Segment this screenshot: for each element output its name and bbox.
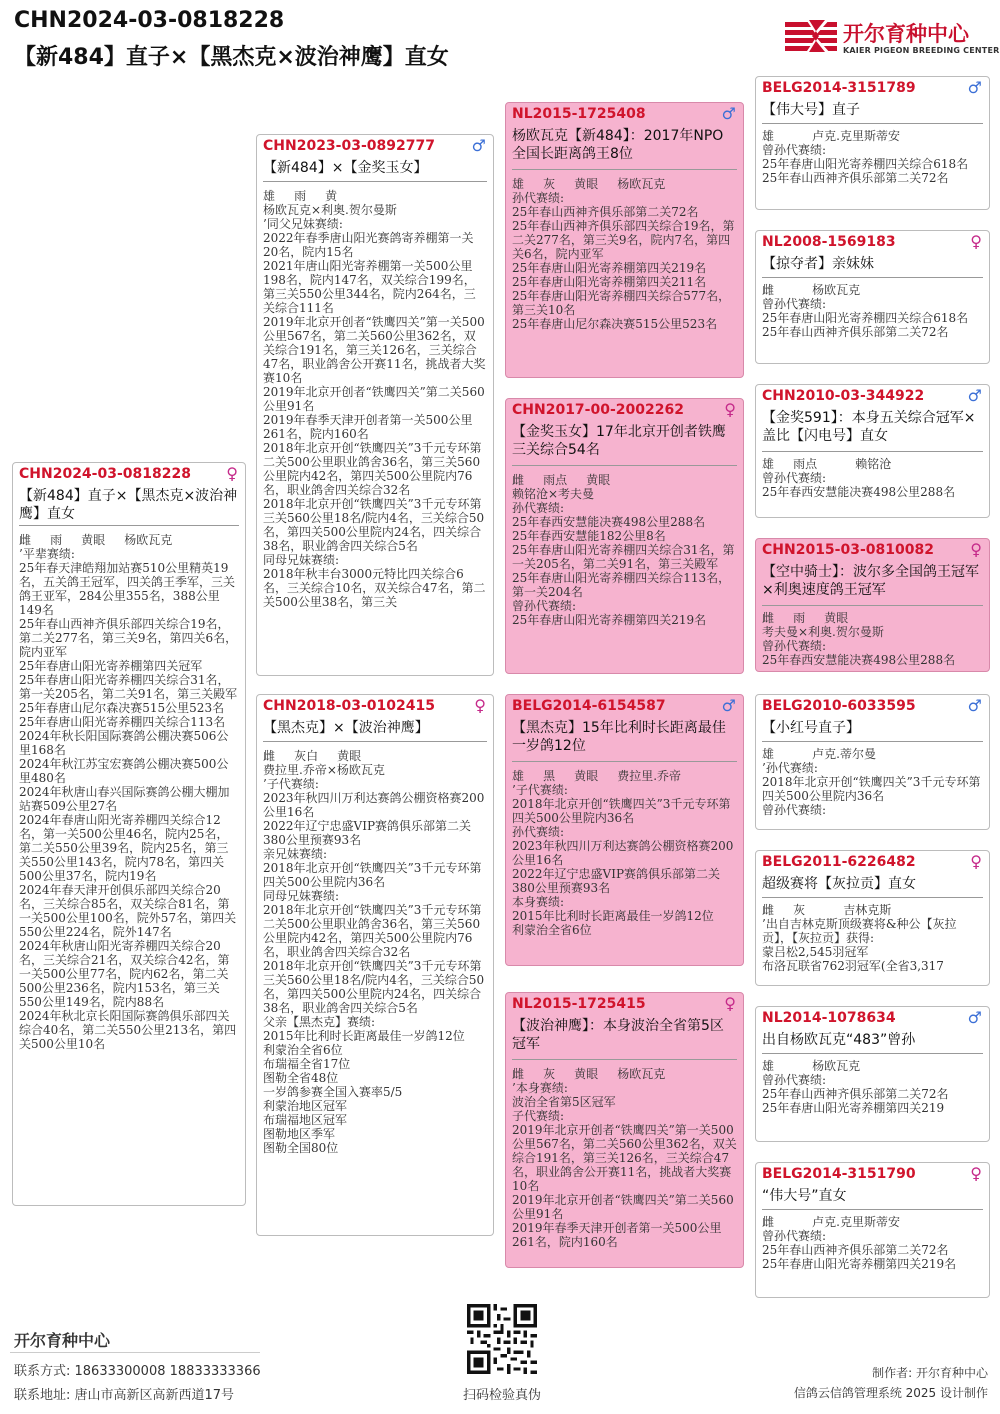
ring-number: CHN2017-00-2002262: [512, 402, 684, 418]
card-body: [512, 1067, 737, 1263]
record-line: 2018年北京开创“铁鹰四关”3千元专环第二关500公里职业鸽舍36名，第三关560公里院内42名，第四关500公里院内76名，职业鸽舍四关综合32名: [263, 441, 482, 497]
bird-name: 【新484】×【金奖玉女】: [263, 160, 428, 176]
ring-number: BELG2014-3151790: [762, 1166, 916, 1182]
pedigree-card-ggen-3[interactable]: [755, 384, 990, 518]
record-line: 2018年北京开创“铁鹰四关”3千元专环第四关500公里院内36名: [263, 861, 482, 889]
record-line: 2024年秋江苏宝宏赛鸽公棚决赛500公里480名: [19, 757, 229, 785]
record-line: 25年春唐山阳光寄养棚第四关211名: [512, 275, 707, 289]
record-line: 25年春西安慧能182公里8名: [512, 529, 666, 543]
card-body: [263, 189, 487, 671]
record-line: ’子代赛绩:: [512, 783, 568, 797]
logo-en-name: KAIER PIGEON BREEDING CENTER: [843, 46, 1000, 55]
bird-name: 【小红号直子】: [762, 720, 860, 736]
record-line: 2024年秋北京长阳国际赛鸽俱乐部四关综合40名，第二关550公里213名，第四关500公里10名: [19, 1009, 237, 1051]
card-body: [512, 177, 737, 373]
card-body: [512, 473, 737, 669]
record-line: 2018年北京开创“铁鹰四关”3千元专环第三关560公里18名/院内4名，三关综合50名，第四关500公里院内24名，四关综合38名，职业鸽舍四关综合5名: [263, 497, 485, 553]
footer-contact: 联系方式: 18633300008 18833333366: [14, 1364, 261, 1379]
record-line: 2022年辽宁忠盛VIP赛鸽俱乐部第二关380公里预赛93名: [263, 819, 472, 847]
bird-name: 【黑杰克】15年比利时长距离最佳一岁鸽12位: [512, 720, 726, 754]
record-line: 曾孙代赛绩:: [762, 1229, 827, 1243]
female-icon: ♀: [474, 696, 486, 715]
record-line: 费拉里.乔帝×杨欧瓦克: [263, 763, 385, 777]
bird-name: 【波治神鹰】：本身波治全省第5区冠军: [512, 1018, 724, 1052]
record-line: 25年春山西神齐俱乐部四关综合19名，第二关277名，第三关9名，第四关6名，院内亚军: [19, 617, 238, 659]
record-line: 图勒全省48位: [263, 1071, 339, 1085]
bird-desc: 雄 黑 黄眼 费拉里.乔帝: [512, 769, 682, 783]
male-icon: ♂: [967, 78, 982, 97]
record-line: 2019年春季天津开创者第一关500公里261名，院内160名: [263, 413, 473, 441]
record-line: 2019年北京开创者“铁鹰四关”第一关500公里567名，第二关560公里362名，双关综合191名，第三关126名，三关综合47名，职业鸽舍公开赛11名，挑战者大奖赛10名: [512, 1123, 737, 1193]
record-line: 2024年春天津开创俱乐部四关综合20名，三关综合85名，双关综合81名，第一关500公里100名，院外57名，第四关550公里224名，院外147名: [19, 883, 237, 939]
record-line: 同母兄妹赛绩:: [263, 889, 340, 903]
pedigree-header-title: 【新484】直子×【黑杰克×波治神鹰】直女: [14, 45, 449, 70]
record-line: 25年春唐山阳光寄养棚第四关219名: [512, 261, 707, 275]
record-line: 2022年辽宁忠盛VIP赛鸽俱乐部第二关380公里预赛93名: [512, 867, 721, 895]
card-body: [762, 747, 983, 825]
male-icon: ♂: [967, 1008, 982, 1027]
record-line: 2019年北京开创者“铁鹰四关”第一关500公里567名，第二关560公里362名，双关综合191名，第三关126名，三关综合47名，职业鸽舍公开赛11名，挑战者大奖赛10名: [263, 315, 486, 385]
record-line: 2024年秋唐山阳光寄养棚四关综合20名，三关综合21名，双关综合42名，第一关500公里77名，院内62名，第二关500公里236名，院内153名，第三关550公里149名，院内88名: [19, 939, 230, 1009]
record-line: 25年春唐山阳光寄养棚第四关219名: [512, 613, 707, 627]
record-line: 蒙吕松2,545羽冠军: [762, 945, 869, 959]
card-body: [762, 1059, 983, 1137]
bird-desc: 雌 杨欧瓦克: [762, 283, 861, 297]
male-icon: ♂: [967, 696, 982, 715]
card-divider: [762, 741, 983, 742]
record-line: 25年春唐山阳光寄养棚四关综合618名: [762, 311, 969, 325]
kaier-logo-icon: [785, 16, 837, 56]
footer-address: 联系地址: 唐山市高新区高新西道17号: [14, 1388, 235, 1403]
card-body: [762, 903, 983, 981]
record-line: 25年春唐山阳光寄养棚第四关冠军: [19, 659, 203, 673]
pedigree-header-ring-id: CHN2024-03-0818228: [14, 8, 285, 33]
record-line: 2024年春唐山阳光寄养棚四关综合12名，第一关500公里46名，院内25名，第二关550公里39名，院内25名，第三关550公里143名，院内78名，第四关500公里37名，院内19名: [19, 813, 229, 883]
record-line: 曾孙代赛绩:: [762, 1073, 827, 1087]
record-line: 利蒙治全省6位: [263, 1043, 343, 1057]
ring-number: NL2008-1569183: [762, 234, 896, 250]
record-line: 25年春山西神齐俱乐部第二关72名: [762, 325, 949, 339]
qr-scan-text: 扫码检验真伪: [462, 1388, 541, 1403]
record-line: 波治全省第5区冠军: [512, 1095, 616, 1109]
pedigree-card-sire-dam[interactable]: [505, 398, 744, 674]
bird-name: 【伟大号】直子: [762, 102, 860, 118]
record-line: 图勒全国80位: [263, 1141, 339, 1155]
record-line: 2021年唐山阳光寄养棚第一关500公里198名，院内147名，双关综合199名，第三关550公里344名，院内264名，三关综合111名: [263, 259, 476, 315]
bird-desc: 雌 雨 黄眼: [762, 611, 849, 625]
bird-name: 【新484】直子×【黑杰克×波治神鹰】直女: [19, 488, 238, 522]
record-line: 子代赛绩:: [512, 1109, 565, 1123]
logo-cn-name: 开尔育种中心: [843, 22, 969, 46]
record-line: 布瑞福全省17位: [263, 1057, 351, 1071]
card-divider: [263, 741, 487, 742]
card-body: [762, 1215, 983, 1293]
bird-desc: 雄 灰 黄眼 杨欧瓦克: [512, 177, 666, 191]
record-line: ’同父兄妹赛绩:: [263, 217, 343, 231]
female-icon: ♀: [724, 400, 736, 419]
record-line: 2023年秋四川万利达赛鸽公棚资格赛200公里16名: [512, 839, 734, 867]
bird-desc: 雌 灰 吉林克斯: [762, 903, 892, 917]
record-line: ’平辈赛绩:: [19, 547, 75, 561]
record-line: ’出自吉林克斯顶级赛将&种公【灰拉贡】，【灰拉贡】获得:: [762, 917, 957, 945]
card-divider: [762, 897, 983, 898]
ring-number: CHN2010-03-344922: [762, 388, 925, 404]
record-line: 曾孙代赛绩:: [762, 803, 827, 817]
record-line: ’子代赛绩:: [263, 777, 319, 791]
record-line: 曾孙代赛绩:: [762, 143, 827, 157]
pedigree-card-ggen-2[interactable]: [755, 230, 990, 364]
pedigree-card-sire[interactable]: [256, 134, 494, 676]
record-line: 2018年北京开创“铁鹰四关”3千元专环第四关500公里院内36名: [762, 775, 981, 803]
footer-system: 信鸽云信鸽管理系统 2025 设计制作: [793, 1386, 988, 1400]
record-line: 一岁鸽参赛全国入赛率5/5: [263, 1085, 403, 1099]
record-line: 25年春唐山阳光寄养棚四关综合31名，第一关205名，第二关91名，第三关殿军: [512, 543, 735, 571]
card-divider: [512, 169, 737, 170]
record-line: 25年春山西神齐俱乐部第二关72名: [762, 1243, 949, 1257]
female-icon: ♀: [970, 852, 982, 871]
record-line: 25年春唐山阳光寄养棚第四关219名: [762, 1257, 957, 1271]
record-line: 25年春西安慧能决赛498公里288名: [762, 485, 956, 499]
record-line: 2019年北京开创者“铁鹰四关”第二关560公里91名: [263, 385, 485, 413]
record-line: 25年春唐山阳光寄养棚四关综合113名: [19, 715, 226, 729]
bird-desc: 雄 卢克.蒂尔曼: [762, 747, 876, 761]
bird-desc: 雄 卢克.克里斯蒂安: [762, 129, 900, 143]
pedigree-card-ggen-7[interactable]: [755, 1006, 990, 1142]
card-body: [762, 129, 983, 205]
bird-name: 【金奖玉女】17年北京开创者铁鹰三关综合54名: [512, 424, 726, 458]
pedigree-card-dam-dam[interactable]: [505, 992, 744, 1268]
female-icon: ♀: [226, 464, 238, 483]
card-divider: [762, 451, 983, 452]
ring-number: CHN2015-03-0810082: [762, 542, 934, 558]
footer-divider: [10, 1352, 260, 1353]
card-divider: [762, 1209, 983, 1210]
record-line: 2015年比利时长距离最佳一岁鸽12位: [512, 909, 714, 923]
record-line: 25年春西安慧能决赛498公里288名: [512, 515, 706, 529]
ring-number: CHN2024-03-0818228: [19, 466, 191, 482]
record-line: 赖铭沧×考夫曼: [512, 487, 595, 501]
record-line: 2019年春季天津开创者第一关500公里261名，院内160名: [512, 1221, 722, 1249]
bird-name: 杨欧瓦克【新484】：2017年NPO全国长距离鸽王8位: [512, 128, 724, 162]
ring-number: CHN2023-03-0892777: [263, 138, 435, 154]
bird-name: 出自杨欧瓦克“483”曾孙: [762, 1032, 916, 1048]
record-line: 2018年北京开创“铁鹰四关”3千元专环第二关500公里职业鸽舍36名，第三关560公里院内42名，第四关500公里院内76名，职业鸽舍四关综合32名: [263, 903, 482, 959]
bird-desc: 雄 雨点 赖铭沧: [762, 457, 892, 471]
record-line: 25年春唐山阳光寄养棚四关综合618名: [762, 157, 969, 171]
pedigree-card-dam[interactable]: [256, 694, 494, 1236]
female-icon: ♀: [970, 232, 982, 251]
record-line: 曾孙代赛绩:: [762, 471, 827, 485]
pedigree-card-ggen-4[interactable]: [755, 538, 990, 672]
record-line: 2015年比利时长距离最佳一岁鸽12位: [263, 1029, 465, 1043]
female-icon: ♀: [724, 994, 736, 1013]
record-line: 25年春唐山阳光寄养棚四关综合577名，第三关10名: [512, 289, 731, 317]
male-icon: ♂: [967, 386, 982, 405]
record-line: 25年春唐山阳光寄养棚第四关219: [762, 1101, 945, 1115]
record-line: 曾孙代赛绩:: [762, 639, 827, 653]
bird-desc: 雌 卢克.克里斯蒂安: [762, 1215, 900, 1229]
pedigree-card-ggen-6[interactable]: [755, 850, 990, 986]
bird-desc: 雌 雨点 黄眼: [512, 473, 611, 487]
pedigree-card-subject[interactable]: [12, 462, 246, 1206]
ring-number: NL2015-1725408: [512, 106, 646, 122]
record-line: 曾孙代赛绩:: [762, 297, 827, 311]
male-icon: ♂: [721, 104, 736, 123]
card-divider: [19, 525, 239, 526]
record-line: 25年春山西神齐俱乐部第二关72名: [762, 1087, 949, 1101]
pedigree-card-sire-sire[interactable]: [505, 102, 744, 378]
female-icon: ♀: [970, 1164, 982, 1183]
pedigree-card-ggen-8[interactable]: [755, 1162, 990, 1298]
card-divider: [512, 465, 737, 466]
male-icon: ♂: [721, 696, 736, 715]
record-line: 2024年秋唐山春兴国际赛鸽公棚大棚加站赛509公里27名: [19, 785, 230, 813]
record-line: 25年春山西神齐俱乐部四关综合19名，第二关277名，第三关9名，院内7名，第四关6名，院内亚军: [512, 219, 735, 261]
record-line: 孙代赛绩:: [512, 501, 565, 515]
ring-number: CHN2018-03-0102415: [263, 698, 435, 714]
record-line: 2018年北京开创“铁鹰四关”3千元专环第四关500公里院内36名: [512, 797, 731, 825]
bird-desc: 雌 灰白 黄眼: [263, 749, 362, 763]
record-line: 本身赛绩:: [512, 895, 565, 909]
pedigree-card-ggen-1[interactable]: [755, 76, 990, 210]
qr-code-icon[interactable]: [467, 1304, 537, 1374]
bird-desc: 雌 雨 黄眼 杨欧瓦克: [19, 533, 173, 547]
bird-desc: 雄 雨 黄: [263, 189, 338, 203]
record-line: 图勒地区季军: [263, 1127, 336, 1141]
pedigree-card-ggen-5[interactable]: [755, 694, 990, 830]
record-line: ’孙代赛绩:: [762, 761, 818, 775]
ring-number: BELG2014-6154587: [512, 698, 666, 714]
record-line: 2018年秋丰台3000元特比四关综合6名，三关综合10名，双关综合47名，第二关500公里38名，第三关: [263, 567, 486, 609]
record-line: 杨欧瓦克×利奥.贺尔曼斯: [263, 203, 397, 217]
record-line: 父亲【黑杰克】赛绩:: [263, 1015, 376, 1029]
card-body: [762, 457, 983, 513]
kaier-logo: [785, 14, 1000, 60]
bird-name: 【掠夺者】亲妹妹: [762, 256, 874, 272]
ring-number: BELG2014-3151789: [762, 80, 916, 96]
record-line: 25年春唐山阳光寄养棚四关综合113名，第一关204名: [512, 571, 731, 599]
record-line: 25年春唐山尼尔森决赛515公里523名: [19, 701, 225, 715]
card-body: [762, 611, 983, 667]
record-line: 同母兄妹赛绩:: [263, 553, 340, 567]
record-line: 布洛瓦联省762羽冠军(全省3,317: [762, 959, 944, 973]
record-line: 25年春西安慧能决赛498公里288名: [762, 653, 956, 667]
record-line: 孙代赛绩:: [512, 191, 565, 205]
card-body: [19, 533, 239, 1201]
card-divider: [512, 761, 737, 762]
footer-company: 开尔育种中心: [14, 1331, 111, 1350]
record-line: 利蒙治地区冠军: [263, 1099, 348, 1113]
ring-number: BELG2011-6226482: [762, 854, 916, 870]
record-line: 2018年北京开创“铁鹰四关”3千元专环第三关560公里18名/院内4名，三关综合50名，第四关500公里院内24名，四关综合38名，职业鸽舍四关综合5名: [263, 959, 485, 1015]
record-line: 亲兄妹赛绩:: [263, 847, 328, 861]
bird-name: 超级赛将【灰拉贡】直女: [762, 876, 916, 892]
record-line: 曾孙代赛绩:: [512, 599, 577, 613]
card-divider: [512, 1059, 737, 1060]
record-line: 25年春唐山阳光寄养棚四关综合31名，第一关205名，第二关91名，第三关殿军: [19, 673, 238, 701]
record-line: 2019年北京开创者“铁鹰四关”第二关560公里91名: [512, 1193, 734, 1221]
record-line: 25年春唐山尼尔森决赛515公里523名: [512, 317, 718, 331]
male-icon: ♂: [471, 136, 486, 155]
card-divider: [762, 605, 983, 606]
ring-number: BELG2010-6033595: [762, 698, 916, 714]
record-line: 布瑞福地区冠军: [263, 1113, 348, 1127]
card-body: [762, 283, 983, 359]
card-divider: [762, 123, 983, 124]
female-icon: ♀: [970, 540, 982, 559]
bird-name: “伟大号”直女: [762, 1188, 847, 1204]
footer-maker: 制作者: 开尔育种中心: [872, 1366, 988, 1380]
record-line: ’本身赛绩:: [512, 1081, 568, 1095]
record-line: 25年春山西神齐俱乐部第二关72名: [512, 205, 699, 219]
bird-name: 【空中骑士】：波尔多全国鸽王冠军×利奥速度鸽王冠军: [762, 564, 979, 598]
pedigree-card-dam-sire[interactable]: [505, 694, 744, 966]
card-divider: [762, 1053, 983, 1054]
record-line: 考夫曼×利奥.贺尔曼斯: [762, 625, 884, 639]
record-line: 2022年春季唐山阳光赛鸽寄养棚第一关20名，院内15名: [263, 231, 474, 259]
bird-name: 【金奖591】：本身五关综合冠军×盖比【闪电号】直女: [762, 410, 976, 444]
card-body: [263, 749, 487, 1231]
record-line: 利蒙治全省6位: [512, 923, 592, 937]
record-line: 孙代赛绩:: [512, 825, 565, 839]
record-line: 25年春天津皓翔加站赛510公里精英19名，五关鸽王冠军，四关鸽王季军，三关鸽王亚军，284公里355名，388公里149名: [19, 561, 236, 617]
bird-desc: 雄 杨欧瓦克: [762, 1059, 861, 1073]
card-divider: [762, 277, 983, 278]
ring-number: NL2014-1078634: [762, 1010, 896, 1026]
record-line: 2023年秋四川万利达赛鸽公棚资格赛200公里16名: [263, 791, 485, 819]
bird-desc: 雌 灰 黄眼 杨欧瓦克: [512, 1067, 666, 1081]
card-body: [512, 769, 737, 961]
ring-number: NL2015-1725415: [512, 996, 646, 1012]
card-divider: [263, 181, 487, 182]
bird-name: 【黑杰克】×【波治神鹰】: [263, 720, 429, 736]
record-line: 2024年秋长阳国际赛鸽公棚决赛506公里168名: [19, 729, 229, 757]
record-line: 25年春山西神齐俱乐部第二关72名: [762, 171, 949, 185]
